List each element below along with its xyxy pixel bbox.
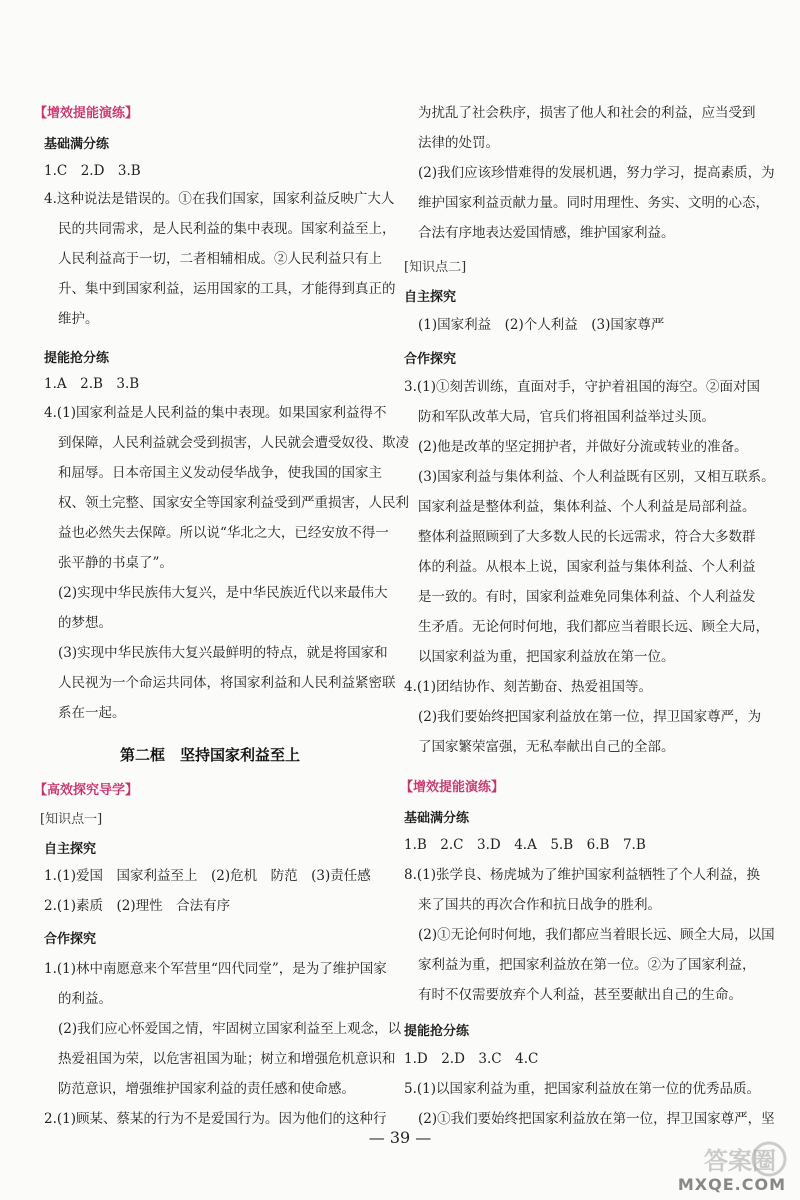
answer-line: (1)国家利益 (2)个人利益 (3)国家尊严 <box>418 317 665 333</box>
answer-line: 1.D 2.D 3.C 4.C <box>404 1051 539 1067</box>
answer-line: (2)①无论何时何地，我们都应当着眼长远、顾全大局，以国 <box>418 927 775 943</box>
answer-line: 法律的处罚。 <box>418 135 499 151</box>
subheading: 基础满分练 <box>44 137 110 152</box>
subheading: 合作探究 <box>44 932 97 947</box>
answer-line: 人民利益高于一切，二者相辅相成。②人民利益只有上 <box>58 251 382 267</box>
answer-line: 8.(1)张学良、杨虎城为了维护国家利益牺牲了个人利益，换 <box>404 867 761 883</box>
answer-line: (2)实现中华民族伟大复兴，是中华民族近代以来最伟大 <box>58 585 388 601</box>
subheading: 自主探究 <box>404 290 457 305</box>
answer-line: 防范意识，增强维护国家利益的责任感和使命感。 <box>58 1081 355 1097</box>
answer-line: 的利益。 <box>58 991 112 1007</box>
answer-line: 以国家利益为重，把国家利益放在第一位。 <box>418 649 675 665</box>
subheading: 提能抢分练 <box>404 1024 470 1039</box>
answer-line: 了国家繁荣富强，无私奉献出自己的全部。 <box>418 739 675 755</box>
answer-line: 1.C 2.D 3.B <box>44 163 141 179</box>
answer-line: 国家利益是整体利益，集体利益、个人利益是局部利益。 <box>418 499 756 515</box>
subheading: 合作探究 <box>404 352 457 367</box>
knowledge-point-label: [知识点一] <box>40 812 103 827</box>
answer-line: 到保障，人民利益就会受到损害，人民就会遭受奴役、欺凌 <box>58 435 409 451</box>
answer-line: (2)我们要始终把国家利益放在第一位，捍卫国家尊严，为 <box>418 709 762 725</box>
page-number: — 39 — <box>368 1128 432 1147</box>
answer-line: 和屈辱。日本帝国主义发动侵华战争，使我国的国家主 <box>58 465 382 481</box>
answer-line: 整体利益照顾到了大多数人民的长远需求，符合大多数群 <box>418 529 756 545</box>
answer-line: 1.A 2.B 3.B <box>44 376 140 392</box>
section-tag: 【增效提能演练】 <box>34 106 139 121</box>
answer-line: 来了国共的再次合作和抗日战争的胜利。 <box>418 897 661 913</box>
watermark-logo-text: 答案圈 <box>704 1147 776 1175</box>
answer-line: 热爱祖国为荣，以危害祖国为耻；树立和增强危机意识和 <box>58 1051 396 1067</box>
answer-line: 体的利益。从根本上说，国家利益与集体利益、个人利益 <box>418 559 756 575</box>
answer-line: 4.这种说法是错误的。①在我们国家，国家利益反映广大人 <box>44 191 395 207</box>
answer-line: (2)我们应心怀爱国之情，牢固树立国家利益至上观念，以 <box>58 1021 402 1037</box>
answer-line: 合法有序地表达爱国情感，维护国家利益。 <box>418 225 675 241</box>
answer-line: 权、领土完整、国家安全等国家利益受到严重损害，人民利 <box>58 495 409 511</box>
answer-line: 3.(1)①刻苦训练，直面对手，守护着祖国的海空。②面对国 <box>404 379 761 395</box>
answer-line: 维护国家利益贡献力量。同时用理性、务实、文明的心态， <box>418 195 769 211</box>
section-tag: 【高效探究导学】 <box>34 783 139 798</box>
answer-line: 5.(1)以国家利益为重，把国家利益放在第一位的优秀品质。 <box>404 1081 761 1097</box>
subheading: 自主探究 <box>44 842 97 857</box>
answer-line: 人民视为一个命运共同体，将国家利益和人民利益紧密联 <box>58 675 396 691</box>
answer-line: (2)他是改革的坚定拥护者，并做好分流或转业的准备。 <box>418 439 748 455</box>
section-title: 第二框 坚持国家利益至上 <box>120 746 301 764</box>
answer-line: 1.(1)爱国 国家利益至上 (2)危机 防范 (3)责任感 <box>44 868 371 884</box>
answer-line: 的梦想。 <box>58 615 112 631</box>
answer-line: 张平静的书桌了”。 <box>58 555 173 571</box>
answer-line: 生矛盾。无论何时何地，我们都应当着眼长远、顾全大局， <box>418 619 769 635</box>
answer-line: 4.(1)团结协作、刻苦勤奋、热爱祖国等。 <box>404 679 653 695</box>
answer-line: 系在一起。 <box>58 705 126 721</box>
subheading: 基础满分练 <box>404 811 470 826</box>
answer-line: 益也必然失去保障。所以说“华北之大，已经安放不得一 <box>58 525 389 541</box>
answer-line: 1.B 2.C 3.D 4.A 5.B 6.B 7.B <box>404 837 646 853</box>
answer-line: 是一致的。有时，国家利益难免同集体利益、个人利益发 <box>418 589 756 605</box>
section-tag: 【增效提能演练】 <box>400 780 505 795</box>
answer-line: 有时不仅需要放弃个人利益，甚至要献出自己的生命。 <box>418 987 742 1003</box>
answer-line: 2.(1)素质 (2)理性 合法有序 <box>44 898 231 914</box>
answer-line: 升、集中到国家利益，运用国家的工具，才能得到真正的 <box>58 281 396 297</box>
answer-line: (3)国家利益与集体利益、个人利益既有区别，又相互联系。 <box>418 469 775 485</box>
answer-line: 4.(1)国家利益是人民利益的集中表现。如果国家利益得不 <box>44 405 387 421</box>
answer-line: (3)实现中华民族伟大复兴最鲜明的特点，就是将国家和 <box>58 645 388 661</box>
answer-line: 维护。 <box>58 311 99 327</box>
answer-line: 防和军队改革大局，官兵们将祖国利益举过头顶。 <box>418 409 715 425</box>
answer-line: (2)我们应该珍惜难得的发展机遇，努力学习，提高素质，为 <box>418 165 775 181</box>
watermark-text: MXQE.COM <box>677 1175 786 1194</box>
answer-line: 民的共同需求，是人民利益的集中表现。国家利益至上， <box>58 221 396 237</box>
answer-line: (2)①我们要始终把国家利益放在第一位，捍卫国家尊严，坚 <box>418 1111 775 1127</box>
answer-line: 1.(1)林中南愿意来个军营里“四代同堂”，是为了维护国家 <box>44 961 387 977</box>
knowledge-point-label: [知识点二] <box>404 260 467 275</box>
answer-line: 家利益为重，把国家利益放在第一位。②为了国家利益， <box>418 957 756 973</box>
answer-line: 为扰乱了社会秩序，损害了他人和社会的利益，应当受到 <box>418 105 756 121</box>
subheading: 提能抢分练 <box>44 351 110 366</box>
answer-line: 2.(1)顾某、蔡某的行为不是爱国行为。因为他们的这种行 <box>44 1111 387 1127</box>
